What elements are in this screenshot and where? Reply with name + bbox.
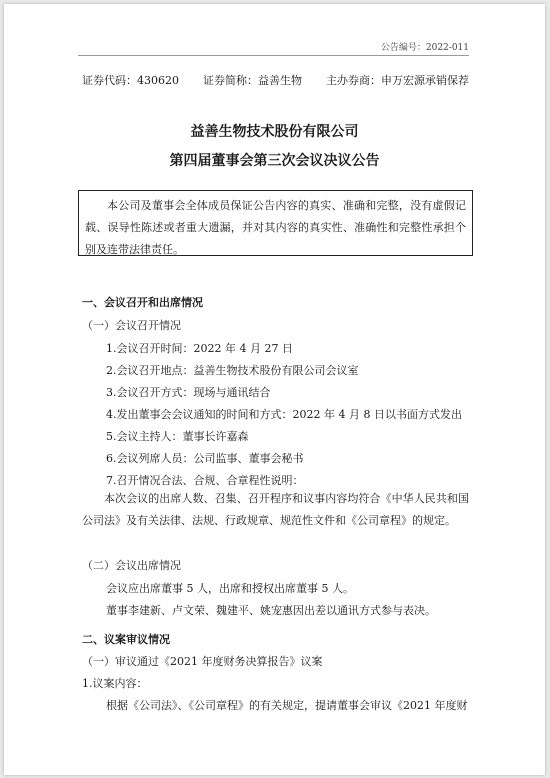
section-1-sub2-heading: （二）会议出席情况 xyxy=(82,559,181,572)
proposal-content-label: 1.议案内容： xyxy=(82,677,148,690)
meeting-attendees: 6.会议列席人员：公司监事、董事会秘书 xyxy=(106,452,304,465)
attendance-text: 会议应出席董事 5 人，出席和授权出席董事 5 人。 xyxy=(106,582,354,595)
section-2-heading: 二、议案审议情况 xyxy=(82,633,170,646)
section-1-heading: 一、会议召开和出席情况 xyxy=(82,296,203,309)
sponsor-broker: 主办券商：申万宏源承销保荐 xyxy=(326,74,469,87)
meeting-host: 5.会议主持人：董事长许嘉森 xyxy=(106,430,249,443)
security-name: 证券简称：益善生物 xyxy=(203,74,302,87)
notice-time-method: 4.发出董事会会议通知的时间和方式：2022 年 4 月 8 日以书面方式发出 xyxy=(106,408,462,421)
security-code: 证券代码：430620 xyxy=(82,74,179,87)
section-2-sub1-heading: （一）审议通过《2021 年度财务决算报告》议案 xyxy=(82,655,323,668)
disclaimer-box: 本公司及董事会全体成员保证公告内容的真实、准确和完整，没有虚假记载、误导性陈述或者重大遗漏，并对其内容的真实性、准确性和完整性承担个别及连带法律责任。 xyxy=(78,190,473,256)
announcement-number: 公告编号：2022-011 xyxy=(380,43,469,53)
announcement-title: 第四届董事会第三次会议决议公告 xyxy=(169,153,380,169)
meeting-method: 3.会议召开方式：现场与通讯结合 xyxy=(106,386,271,399)
header-rule xyxy=(78,55,469,56)
security-info-line xyxy=(82,72,469,88)
section-1-sub1-heading: （一）会议召开情况 xyxy=(82,319,181,332)
compliance-paragraph: 本次会议的出席人数、召集、召开程序和议事内容均符合《中华人民共和国公司法》及有关法律、法规、行政规章、规范性文件和《公司章程》的规定。 xyxy=(82,492,469,527)
company-title: 益善生物技术股份有限公司 xyxy=(190,124,359,140)
document-page xyxy=(4,4,545,775)
communication-vote-text: 董事李建新、卢文荣、魏建平、姚宠惠因出差以通讯方式参与表决。 xyxy=(106,604,436,617)
meeting-location: 2.会议召开地点：益善生物技术股份有限公司会议室 xyxy=(106,364,359,377)
compliance-label: 7.召开情况合法、合规、合章程性说明： xyxy=(106,474,304,487)
proposal-content-text: 根据《公司法》、《公司章程》的有关规定，提请董事会审议《2021 年度财 xyxy=(106,699,468,712)
meeting-time: 1.会议召开时间：2022 年 4 月 27 日 xyxy=(106,342,293,355)
